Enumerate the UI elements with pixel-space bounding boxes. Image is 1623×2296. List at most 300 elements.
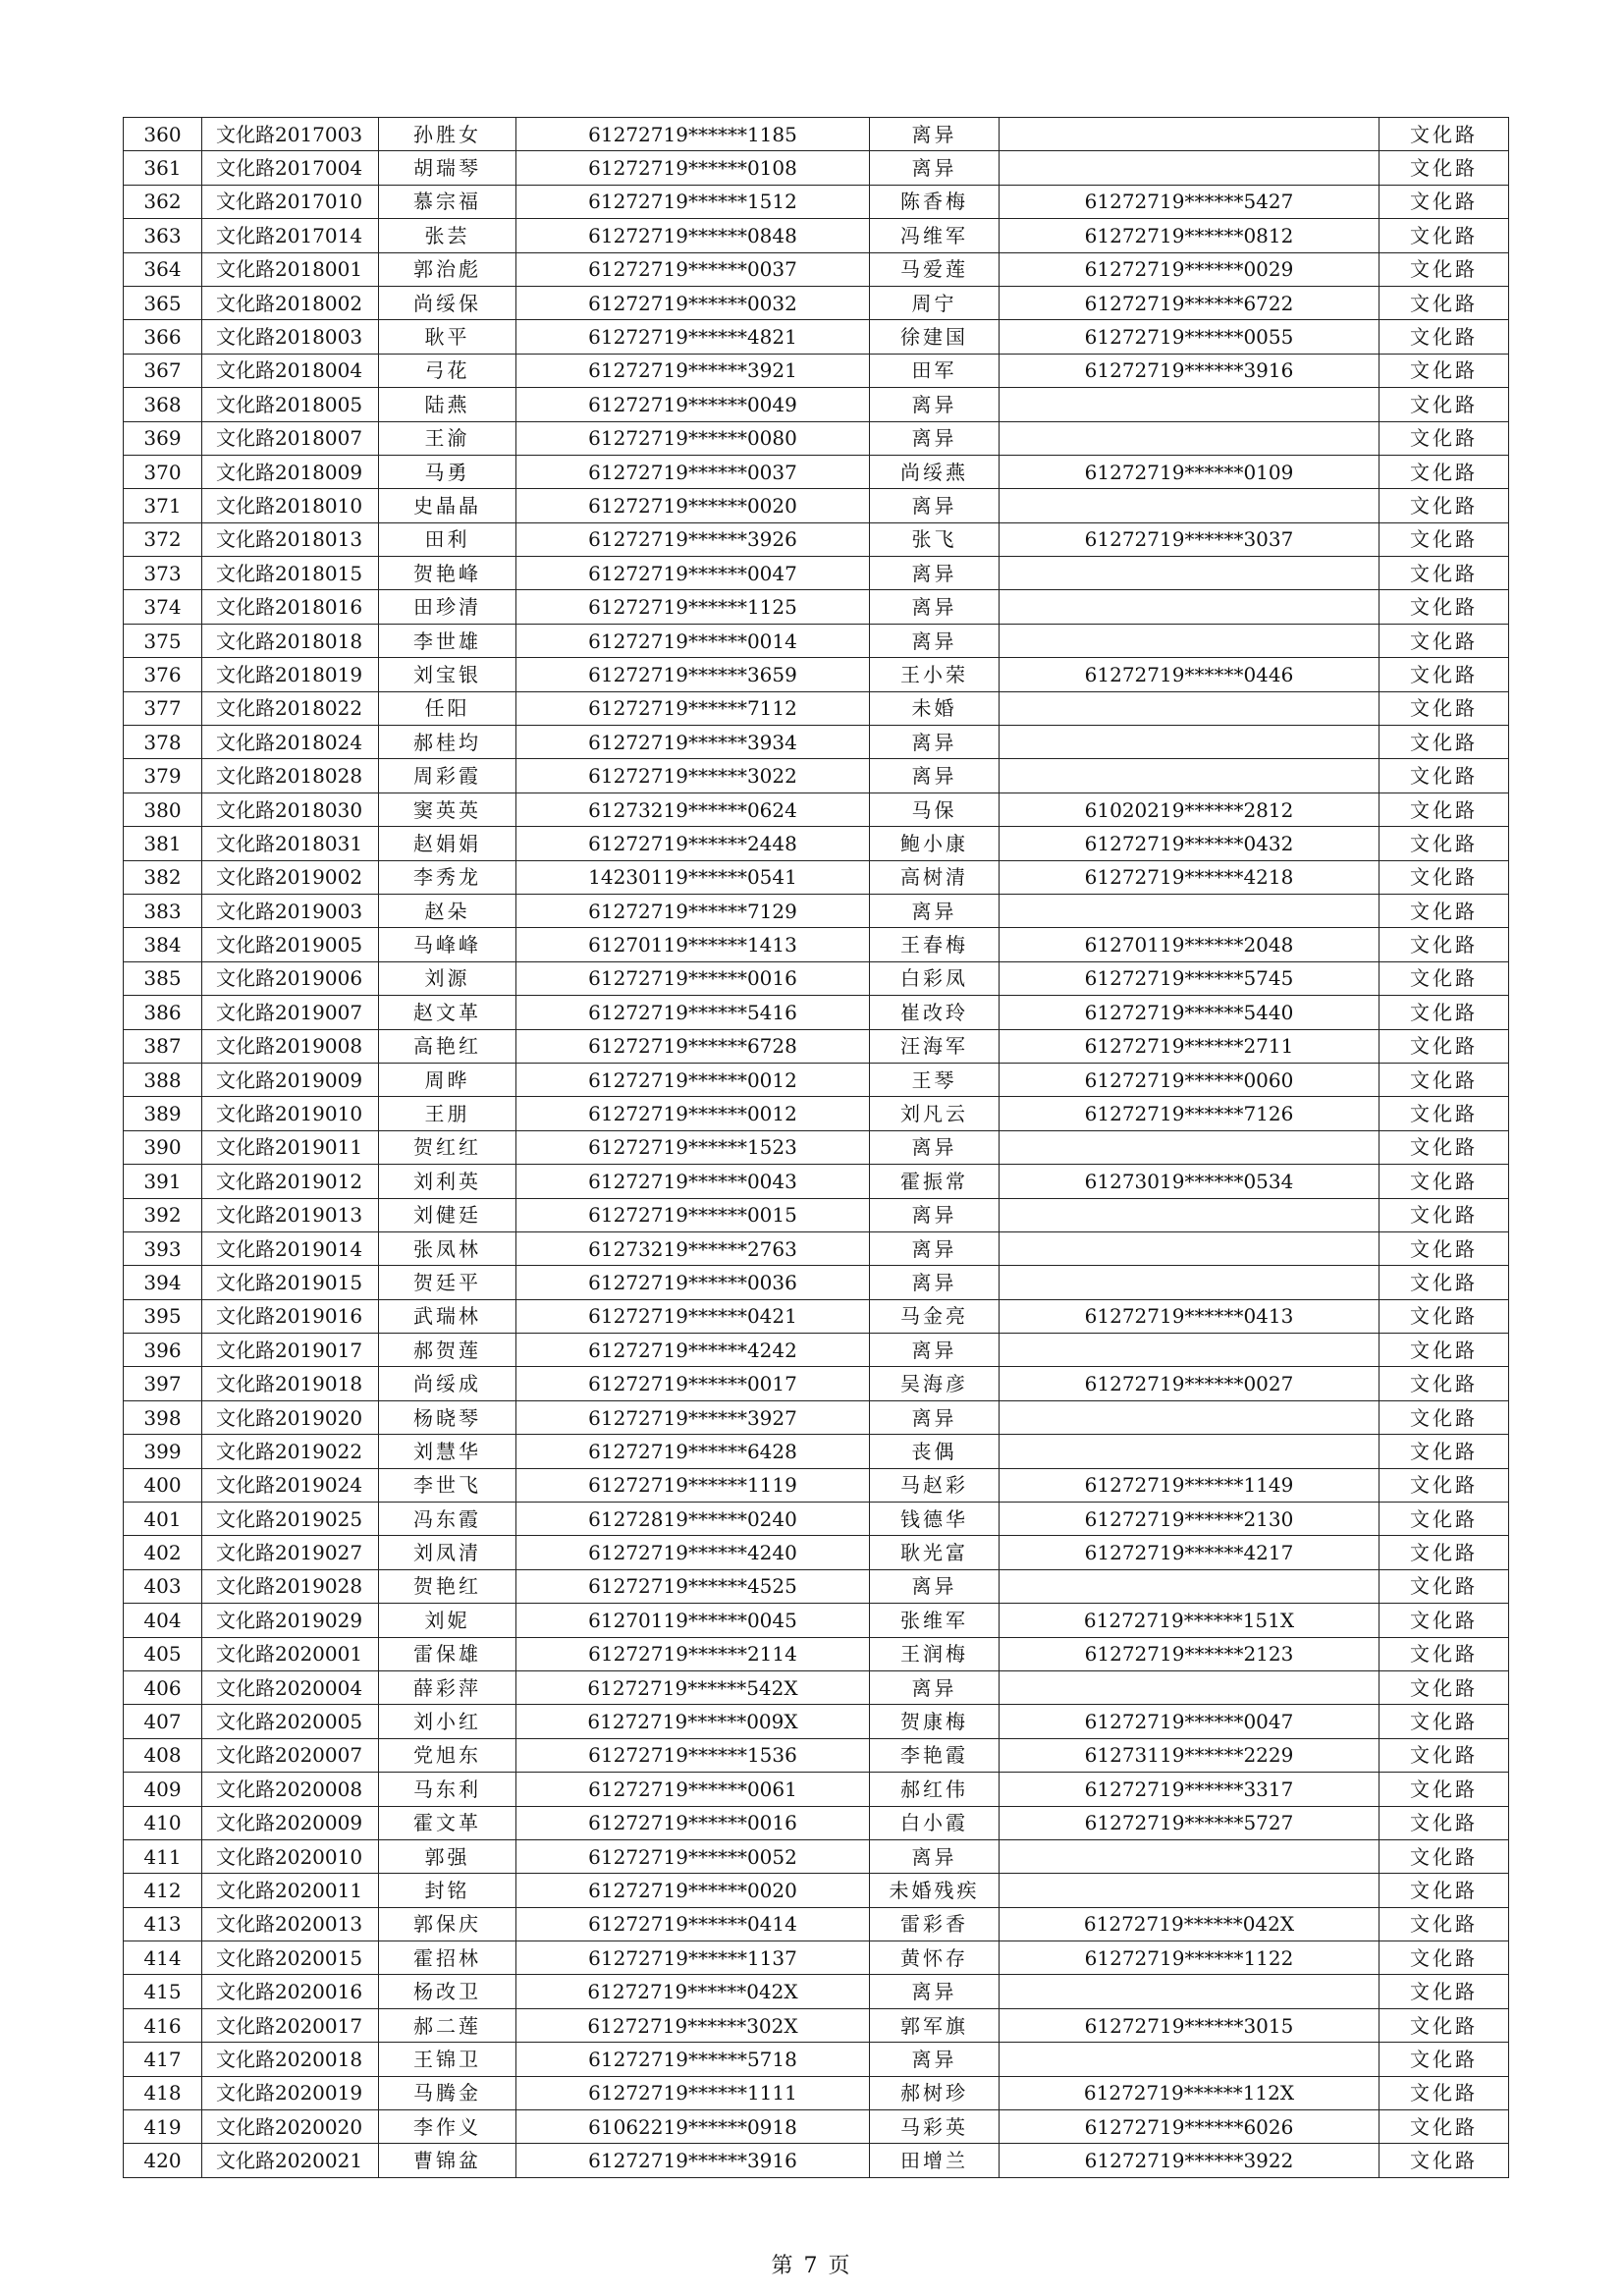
table-row [124, 1334, 1509, 1367]
applicant-id-number-cell: 61270119******0045 [516, 1604, 870, 1637]
community-name-cell: 文化路 [1380, 1299, 1509, 1333]
applicant-id-number-cell: 61272719******3921 [516, 354, 870, 387]
row-number-cell: 393 [124, 1231, 202, 1265]
row-number-cell: 408 [124, 1738, 202, 1772]
community-name-cell: 文化路 [1380, 1367, 1509, 1400]
applicant-id-number-cell: 61272719******0049 [516, 388, 870, 421]
row-number-cell: 420 [124, 2144, 202, 2177]
row-number-cell: 381 [124, 827, 202, 860]
spouse-id-number-cell: 61272719******3317 [1000, 1773, 1380, 1806]
spouse-or-status-cell: 离异 [870, 1231, 1000, 1265]
applicant-id-number-cell: 61272719******0016 [516, 1806, 870, 1839]
row-number-cell: 388 [124, 1063, 202, 1096]
applicant-name-cell: 杨晓琴 [379, 1400, 516, 1434]
table-row [124, 1670, 1509, 1704]
spouse-or-status-cell: 离异 [870, 1334, 1000, 1367]
spouse-or-status-cell: 未婚残疾 [870, 1874, 1000, 1907]
spouse-or-status-cell: 白小霞 [870, 1806, 1000, 1839]
household-code-cell: 文化路2020020 [202, 2110, 379, 2144]
row-number-cell: 413 [124, 1907, 202, 1941]
applicant-name-cell: 刘凤清 [379, 1536, 516, 1569]
spouse-id-number-cell [1000, 1334, 1380, 1367]
spouse-id-number-cell: 61272719******5727 [1000, 1806, 1380, 1839]
spouse-id-number-cell: 61272719******6722 [1000, 286, 1380, 319]
community-name-cell: 文化路 [1380, 286, 1509, 319]
spouse-id-number-cell: 61272719******7126 [1000, 1097, 1380, 1130]
spouse-id-number-cell [1000, 421, 1380, 455]
applicant-name-cell: 贺廷平 [379, 1266, 516, 1299]
applicant-id-number-cell: 61272719******0012 [516, 1097, 870, 1130]
spouse-or-status-cell: 汪海军 [870, 1029, 1000, 1063]
applicant-id-number-cell: 61272719******5718 [516, 2043, 870, 2076]
applicant-name-cell: 雷保雄 [379, 1637, 516, 1670]
row-number-cell: 373 [124, 557, 202, 590]
household-code-cell: 文化路2019008 [202, 1029, 379, 1063]
row-number-cell: 410 [124, 1806, 202, 1839]
spouse-id-number-cell: 61272719******3922 [1000, 2144, 1380, 2177]
spouse-or-status-cell: 张维军 [870, 1604, 1000, 1637]
applicant-id-number-cell: 61272719******6728 [516, 1029, 870, 1063]
household-code-cell: 文化路2020021 [202, 2144, 379, 2177]
table-row [124, 1063, 1509, 1096]
community-name-cell: 文化路 [1380, 1773, 1509, 1806]
spouse-id-number-cell: 61270119******2048 [1000, 928, 1380, 961]
table-row [124, 1165, 1509, 1198]
spouse-or-status-cell: 高树清 [870, 860, 1000, 894]
spouse-or-status-cell: 耿光富 [870, 1536, 1000, 1569]
applicant-name-cell: 田珍清 [379, 590, 516, 624]
applicant-id-number-cell: 61272719******7129 [516, 894, 870, 927]
spouse-id-number-cell: 61020219******2812 [1000, 793, 1380, 826]
spouse-id-number-cell: 61272719******5427 [1000, 185, 1380, 218]
spouse-id-number-cell: 61272719******4218 [1000, 860, 1380, 894]
applicant-name-cell: 贺艳峰 [379, 557, 516, 590]
row-number-cell: 400 [124, 1468, 202, 1502]
community-name-cell: 文化路 [1380, 1907, 1509, 1941]
table-row [124, 1569, 1509, 1603]
community-name-cell: 文化路 [1380, 151, 1509, 185]
table-row [124, 1029, 1509, 1063]
applicant-name-cell: 武瑞林 [379, 1299, 516, 1333]
spouse-id-number-cell: 61272719******5745 [1000, 961, 1380, 995]
row-number-cell: 370 [124, 455, 202, 488]
spouse-or-status-cell: 离异 [870, 726, 1000, 759]
table-row [124, 1773, 1509, 1806]
spouse-or-status-cell: 吴海彦 [870, 1367, 1000, 1400]
applicant-name-cell: 刘慧华 [379, 1435, 516, 1468]
community-name-cell: 文化路 [1380, 1266, 1509, 1299]
household-code-cell: 文化路2019028 [202, 1569, 379, 1603]
spouse-or-status-cell: 离异 [870, 1400, 1000, 1434]
community-name-cell: 文化路 [1380, 827, 1509, 860]
community-name-cell: 文化路 [1380, 1400, 1509, 1434]
applicant-id-number-cell: 61272719******0037 [516, 252, 870, 286]
household-code-cell: 文化路2018019 [202, 658, 379, 691]
spouse-id-number-cell [1000, 691, 1380, 725]
spouse-or-status-cell: 白彩凤 [870, 961, 1000, 995]
applicant-id-number-cell: 61272719******1512 [516, 185, 870, 218]
spouse-or-status-cell: 陈香梅 [870, 185, 1000, 218]
row-number-cell: 404 [124, 1604, 202, 1637]
household-code-cell: 文化路2018031 [202, 827, 379, 860]
row-number-cell: 396 [124, 1334, 202, 1367]
household-code-cell: 文化路2019029 [202, 1604, 379, 1637]
spouse-id-number-cell: 61272719******2123 [1000, 1637, 1380, 1670]
spouse-id-number-cell: 61272719******042X [1000, 1907, 1380, 1941]
community-name-cell: 文化路 [1380, 1738, 1509, 1772]
spouse-id-number-cell: 61272719******0047 [1000, 1705, 1380, 1738]
spouse-id-number-cell: 61273119******2229 [1000, 1738, 1380, 1772]
spouse-or-status-cell: 离异 [870, 151, 1000, 185]
spouse-or-status-cell: 离异 [870, 624, 1000, 657]
applicant-id-number-cell: 61272719******0016 [516, 961, 870, 995]
spouse-or-status-cell: 离异 [870, 894, 1000, 927]
household-code-cell: 文化路2020007 [202, 1738, 379, 1772]
spouse-or-status-cell: 王小荣 [870, 658, 1000, 691]
applicant-name-cell: 李世雄 [379, 624, 516, 657]
community-name-cell: 文化路 [1380, 2043, 1509, 2076]
table-row [124, 219, 1509, 252]
applicant-id-number-cell: 61272719******0020 [516, 489, 870, 522]
applicant-name-cell: 贺红红 [379, 1130, 516, 1164]
table-row [124, 1705, 1509, 1738]
community-name-cell: 文化路 [1380, 1705, 1509, 1738]
row-number-cell: 395 [124, 1299, 202, 1333]
community-name-cell: 文化路 [1380, 455, 1509, 488]
row-number-cell: 394 [124, 1266, 202, 1299]
applicant-id-number-cell: 61272719******1125 [516, 590, 870, 624]
spouse-or-status-cell: 丧偶 [870, 1435, 1000, 1468]
row-number-cell: 361 [124, 151, 202, 185]
spouse-or-status-cell: 离异 [870, 489, 1000, 522]
table-row [124, 961, 1509, 995]
spouse-id-number-cell: 61272719******3037 [1000, 522, 1380, 556]
spouse-id-number-cell [1000, 1266, 1380, 1299]
community-name-cell: 文化路 [1380, 996, 1509, 1029]
row-number-cell: 365 [124, 286, 202, 319]
household-code-cell: 文化路2017003 [202, 118, 379, 151]
community-name-cell: 文化路 [1380, 1029, 1509, 1063]
table-row [124, 320, 1509, 354]
table-row [124, 1299, 1509, 1333]
table-row [124, 827, 1509, 860]
table-row [124, 1400, 1509, 1434]
table-row [124, 2008, 1509, 2042]
table-row [124, 118, 1509, 151]
applicant-name-cell: 尚绥保 [379, 286, 516, 319]
table-row [124, 1367, 1509, 1400]
applicant-name-cell: 郝贺莲 [379, 1334, 516, 1367]
household-code-cell: 文化路2018003 [202, 320, 379, 354]
applicant-id-number-cell: 61272719******4242 [516, 1334, 870, 1367]
applicant-id-number-cell: 61272719******1536 [516, 1738, 870, 1772]
applicant-name-cell: 尚绥成 [379, 1367, 516, 1400]
community-name-cell: 文化路 [1380, 522, 1509, 556]
spouse-id-number-cell [1000, 118, 1380, 151]
applicant-id-number-cell: 61272719******4821 [516, 320, 870, 354]
spouse-or-status-cell: 王润梅 [870, 1637, 1000, 1670]
spouse-id-number-cell [1000, 1435, 1380, 1468]
household-code-cell: 文化路2020013 [202, 1907, 379, 1941]
row-number-cell: 417 [124, 2043, 202, 2076]
spouse-or-status-cell: 田军 [870, 354, 1000, 387]
household-code-cell: 文化路2020019 [202, 2076, 379, 2109]
spouse-or-status-cell: 崔改玲 [870, 996, 1000, 1029]
row-number-cell: 385 [124, 961, 202, 995]
applicant-name-cell: 李世飞 [379, 1468, 516, 1502]
table-row [124, 1907, 1509, 1941]
applicant-id-number-cell: 61272719******1119 [516, 1468, 870, 1502]
applicant-name-cell: 马东利 [379, 1773, 516, 1806]
row-number-cell: 403 [124, 1569, 202, 1603]
applicant-id-number-cell: 61272719******3659 [516, 658, 870, 691]
applicant-name-cell: 周晔 [379, 1063, 516, 1096]
spouse-id-number-cell: 61272719******0027 [1000, 1367, 1380, 1400]
spouse-or-status-cell: 张飞 [870, 522, 1000, 556]
table-row [124, 1198, 1509, 1231]
community-name-cell: 文化路 [1380, 219, 1509, 252]
household-code-cell: 文化路2017014 [202, 219, 379, 252]
applicant-name-cell: 杨改卫 [379, 1975, 516, 2008]
applicant-id-number-cell: 61272719******2448 [516, 827, 870, 860]
row-number-cell: 375 [124, 624, 202, 657]
spouse-id-number-cell: 61272719******3015 [1000, 2008, 1380, 2042]
community-name-cell: 文化路 [1380, 860, 1509, 894]
spouse-or-status-cell: 雷彩香 [870, 1907, 1000, 1941]
table-row [124, 1806, 1509, 1839]
applicant-id-number-cell: 14230119******0541 [516, 860, 870, 894]
spouse-or-status-cell: 离异 [870, 1266, 1000, 1299]
applicant-name-cell: 李秀龙 [379, 860, 516, 894]
table-row [124, 894, 1509, 927]
spouse-or-status-cell: 未婚 [870, 691, 1000, 725]
household-code-cell: 文化路2019020 [202, 1400, 379, 1434]
household-code-cell: 文化路2018002 [202, 286, 379, 319]
applicant-name-cell: 张凤林 [379, 1231, 516, 1265]
applicant-name-cell: 薛彩萍 [379, 1670, 516, 1704]
applicant-name-cell: 赵文革 [379, 996, 516, 1029]
row-number-cell: 412 [124, 1874, 202, 1907]
household-code-cell: 文化路2019027 [202, 1536, 379, 1569]
household-code-cell: 文化路2018013 [202, 522, 379, 556]
applicant-name-cell: 贺艳红 [379, 1569, 516, 1603]
household-code-cell: 文化路2019016 [202, 1299, 379, 1333]
table-row [124, 1097, 1509, 1130]
applicant-id-number-cell: 61272719******4525 [516, 1569, 870, 1603]
row-number-cell: 405 [124, 1637, 202, 1670]
table-row [124, 996, 1509, 1029]
table-row [124, 455, 1509, 488]
community-name-cell: 文化路 [1380, 1435, 1509, 1468]
community-name-cell: 文化路 [1380, 726, 1509, 759]
spouse-or-status-cell: 马赵彩 [870, 1468, 1000, 1502]
applicant-id-number-cell: 61272719******0421 [516, 1299, 870, 1333]
spouse-or-status-cell: 离异 [870, 421, 1000, 455]
applicant-id-number-cell: 61272719******0020 [516, 1874, 870, 1907]
household-code-cell: 文化路2020001 [202, 1637, 379, 1670]
applicant-id-number-cell: 61272719******7112 [516, 691, 870, 725]
community-name-cell: 文化路 [1380, 1941, 1509, 1975]
table-row [124, 1231, 1509, 1265]
spouse-id-number-cell [1000, 1975, 1380, 2008]
community-name-cell: 文化路 [1380, 1604, 1509, 1637]
spouse-or-status-cell: 田增兰 [870, 2144, 1000, 2177]
spouse-id-number-cell [1000, 1130, 1380, 1164]
household-code-cell: 文化路2018007 [202, 421, 379, 455]
spouse-or-status-cell: 离异 [870, 118, 1000, 151]
row-number-cell: 366 [124, 320, 202, 354]
applicant-id-number-cell: 61272719******0012 [516, 1063, 870, 1096]
spouse-id-number-cell [1000, 894, 1380, 927]
row-number-cell: 414 [124, 1941, 202, 1975]
applicant-id-number-cell: 61272719******0080 [516, 421, 870, 455]
household-code-cell: 文化路2019002 [202, 860, 379, 894]
household-code-cell: 文化路2018022 [202, 691, 379, 725]
spouse-id-number-cell [1000, 151, 1380, 185]
records-table [123, 117, 1509, 2178]
table-row [124, 421, 1509, 455]
applicant-name-cell: 刘妮 [379, 1604, 516, 1637]
household-code-cell: 文化路2019018 [202, 1367, 379, 1400]
applicant-name-cell: 史晶晶 [379, 489, 516, 522]
applicant-name-cell: 封铭 [379, 1874, 516, 1907]
applicant-id-number-cell: 61272719******0043 [516, 1165, 870, 1198]
applicant-id-number-cell: 61272719******0061 [516, 1773, 870, 1806]
spouse-id-number-cell [1000, 726, 1380, 759]
table-row [124, 2043, 1509, 2076]
table-row [124, 1435, 1509, 1468]
row-number-cell: 387 [124, 1029, 202, 1063]
spouse-id-number-cell: 61272719******0432 [1000, 827, 1380, 860]
applicant-name-cell: 孙胜女 [379, 118, 516, 151]
applicant-id-number-cell: 61273219******2763 [516, 1231, 870, 1265]
applicant-name-cell: 郝桂均 [379, 726, 516, 759]
row-number-cell: 369 [124, 421, 202, 455]
spouse-id-number-cell: 61272719******0055 [1000, 320, 1380, 354]
spouse-or-status-cell: 离异 [870, 590, 1000, 624]
spouse-or-status-cell: 离异 [870, 1198, 1000, 1231]
applicant-name-cell: 刘宝银 [379, 658, 516, 691]
applicant-id-number-cell: 61272719******302X [516, 2008, 870, 2042]
community-name-cell: 文化路 [1380, 1637, 1509, 1670]
applicant-id-number-cell: 61272719******1111 [516, 2076, 870, 2109]
spouse-id-number-cell: 61272719******4217 [1000, 1536, 1380, 1569]
applicant-id-number-cell: 61062219******0918 [516, 2110, 870, 2144]
community-name-cell: 文化路 [1380, 320, 1509, 354]
community-name-cell: 文化路 [1380, 894, 1509, 927]
row-number-cell: 377 [124, 691, 202, 725]
row-number-cell: 411 [124, 1839, 202, 1873]
spouse-id-number-cell: 61272719******151X [1000, 1604, 1380, 1637]
household-code-cell: 文化路2019017 [202, 1334, 379, 1367]
applicant-name-cell: 郝二莲 [379, 2008, 516, 2042]
community-name-cell: 文化路 [1380, 2110, 1509, 2144]
applicant-name-cell: 赵娟娟 [379, 827, 516, 860]
community-name-cell: 文化路 [1380, 1231, 1509, 1265]
applicant-id-number-cell: 61272719******0017 [516, 1367, 870, 1400]
community-name-cell: 文化路 [1380, 1334, 1509, 1367]
applicant-name-cell: 郭治彪 [379, 252, 516, 286]
community-name-cell: 文化路 [1380, 1874, 1509, 1907]
household-code-cell: 文化路2019025 [202, 1503, 379, 1536]
spouse-or-status-cell: 马彩英 [870, 2110, 1000, 2144]
applicant-id-number-cell: 61272719******3934 [516, 726, 870, 759]
spouse-or-status-cell: 离异 [870, 1130, 1000, 1164]
row-number-cell: 406 [124, 1670, 202, 1704]
applicant-id-number-cell: 61272719******0052 [516, 1839, 870, 1873]
applicant-id-number-cell: 61272719******1185 [516, 118, 870, 151]
row-number-cell: 364 [124, 252, 202, 286]
table-row [124, 928, 1509, 961]
community-name-cell: 文化路 [1380, 1569, 1509, 1603]
household-code-cell: 文化路2019024 [202, 1468, 379, 1502]
row-number-cell: 374 [124, 590, 202, 624]
table-row [124, 185, 1509, 218]
table-row [124, 252, 1509, 286]
household-code-cell: 文化路2020017 [202, 2008, 379, 2042]
applicant-id-number-cell: 61272719******009X [516, 1705, 870, 1738]
spouse-id-number-cell [1000, 1569, 1380, 1603]
table-row [124, 658, 1509, 691]
household-code-cell: 文化路2017010 [202, 185, 379, 218]
applicant-id-number-cell: 61272719******0036 [516, 1266, 870, 1299]
applicant-name-cell: 刘健廷 [379, 1198, 516, 1231]
community-name-cell: 文化路 [1380, 118, 1509, 151]
spouse-id-number-cell [1000, 1839, 1380, 1873]
applicant-name-cell: 高艳红 [379, 1029, 516, 1063]
spouse-id-number-cell: 61272719******5440 [1000, 996, 1380, 1029]
spouse-id-number-cell: 61272719******0413 [1000, 1299, 1380, 1333]
row-number-cell: 367 [124, 354, 202, 387]
row-number-cell: 415 [124, 1975, 202, 2008]
table-row [124, 1604, 1509, 1637]
applicant-id-number-cell: 61272719******2114 [516, 1637, 870, 1670]
applicant-id-number-cell: 61272719******0108 [516, 151, 870, 185]
community-name-cell: 文化路 [1380, 691, 1509, 725]
community-name-cell: 文化路 [1380, 1670, 1509, 1704]
community-name-cell: 文化路 [1380, 928, 1509, 961]
applicant-name-cell: 马腾金 [379, 2076, 516, 2109]
table-row [124, 759, 1509, 793]
applicant-id-number-cell: 61273219******0624 [516, 793, 870, 826]
household-code-cell: 文化路2020011 [202, 1874, 379, 1907]
spouse-id-number-cell [1000, 557, 1380, 590]
applicant-name-cell: 郭保庆 [379, 1907, 516, 1941]
applicant-id-number-cell: 61270119******1413 [516, 928, 870, 961]
household-code-cell: 文化路2019012 [202, 1165, 379, 1198]
community-name-cell: 文化路 [1380, 1468, 1509, 1502]
spouse-or-status-cell: 尚绥燕 [870, 455, 1000, 488]
household-code-cell: 文化路2020018 [202, 2043, 379, 2076]
spouse-or-status-cell: 王琴 [870, 1063, 1000, 1096]
community-name-cell: 文化路 [1380, 793, 1509, 826]
row-number-cell: 368 [124, 388, 202, 421]
row-number-cell: 384 [124, 928, 202, 961]
community-name-cell: 文化路 [1380, 1975, 1509, 2008]
community-name-cell: 文化路 [1380, 1130, 1509, 1164]
community-name-cell: 文化路 [1380, 590, 1509, 624]
spouse-id-number-cell: 61272719******0446 [1000, 658, 1380, 691]
household-code-cell: 文化路2018005 [202, 388, 379, 421]
table-row [124, 557, 1509, 590]
community-name-cell: 文化路 [1380, 1198, 1509, 1231]
household-code-cell: 文化路2019010 [202, 1097, 379, 1130]
household-code-cell: 文化路2019009 [202, 1063, 379, 1096]
household-code-cell: 文化路2017004 [202, 151, 379, 185]
community-name-cell: 文化路 [1380, 421, 1509, 455]
applicant-id-number-cell: 61272719******0414 [516, 1907, 870, 1941]
applicant-name-cell: 胡瑞琴 [379, 151, 516, 185]
